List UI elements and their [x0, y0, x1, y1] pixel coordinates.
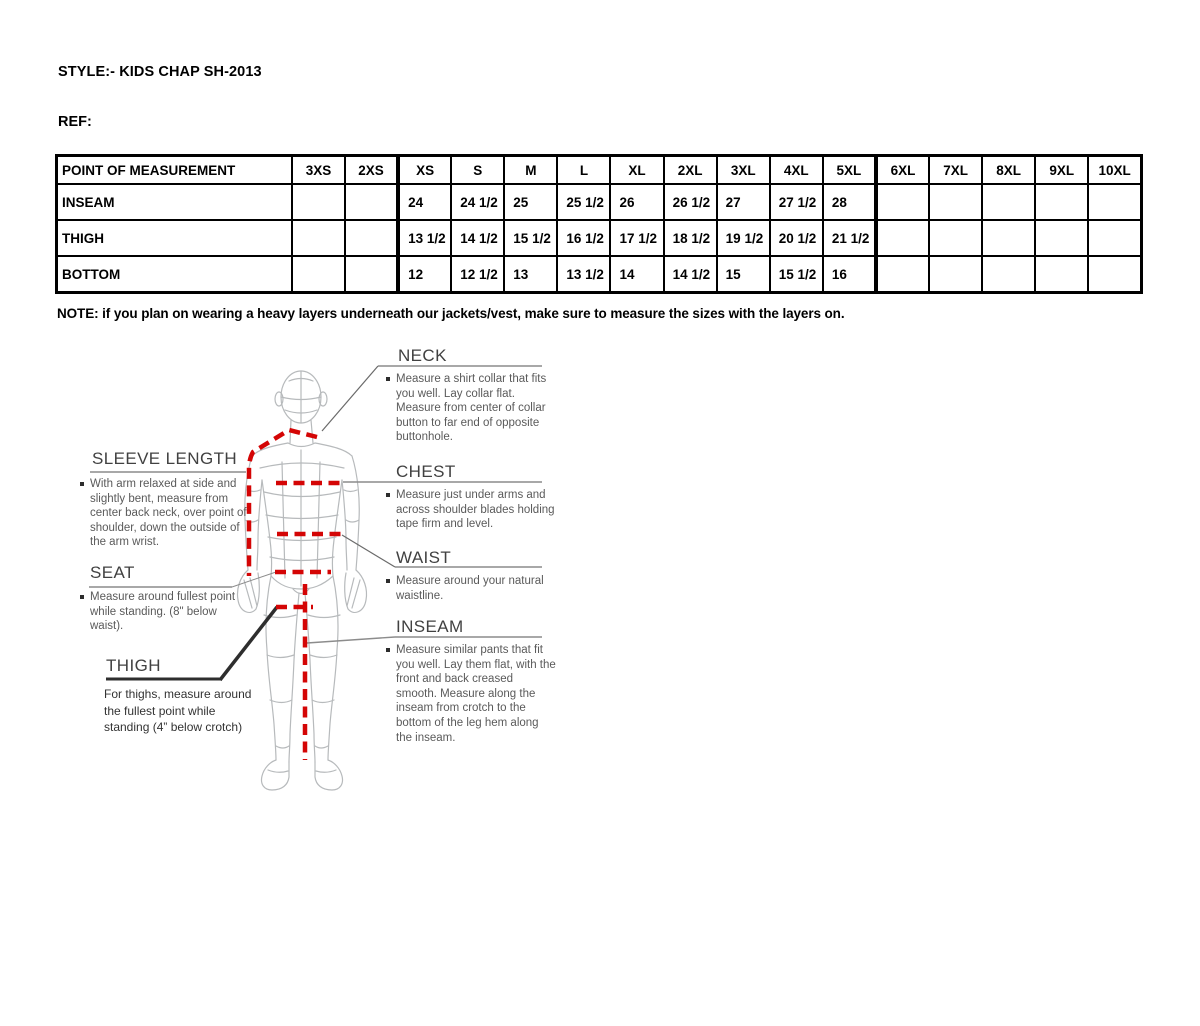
neck-description: Measure a shirt collar that fits you well. Lay collar flat. Measure from center of collar button to far end of opposite buttonhole. [396, 373, 547, 444]
table-cell [345, 256, 398, 293]
neck-description-block [386, 372, 550, 445]
table-cell: 13 [504, 256, 557, 293]
table-cell: 16 [823, 256, 876, 293]
table-cell [292, 256, 345, 293]
table-cell [1088, 256, 1141, 293]
table-cell: 15 [717, 256, 770, 293]
table-cell: 13 1/2 [398, 220, 451, 256]
bullet-icon [386, 493, 390, 497]
sleeve-heading: SLEEVE LENGTH [92, 449, 238, 468]
column-header-size: XL [610, 156, 663, 185]
table-cell: 15 1/2 [770, 256, 823, 293]
table-cell: 27 1/2 [770, 184, 823, 220]
inseam-description-block [386, 643, 556, 745]
table-cell: 14 1/2 [451, 220, 504, 256]
seat-leader [232, 572, 276, 587]
measurement-dash-lines [249, 430, 343, 760]
inseam-section [396, 617, 464, 637]
column-header-size: 2XS [345, 156, 398, 185]
table-cell [982, 220, 1035, 256]
table-header-row [57, 156, 1142, 185]
table-cell: 28 [823, 184, 876, 220]
row-label: BOTTOM [57, 256, 292, 293]
inseam-heading: INSEAM [396, 617, 464, 636]
column-header-point-of-measurement: POINT OF MEASUREMENT [57, 156, 292, 185]
table-cell: 25 1/2 [557, 184, 610, 220]
thigh-description-block [104, 686, 256, 736]
column-header-size: 3XL [717, 156, 770, 185]
size-table [55, 154, 1143, 294]
chest-heading: CHEST [396, 462, 456, 481]
chest-section [396, 462, 456, 482]
table-cell [929, 184, 982, 220]
column-header-size: M [504, 156, 557, 185]
table-cell [982, 256, 1035, 293]
column-header-size: 10XL [1088, 156, 1141, 185]
sleeve-section [92, 449, 237, 469]
thigh-heading: THIGH [106, 656, 161, 675]
table-cell: 17 1/2 [610, 220, 663, 256]
bullet-icon [80, 595, 84, 599]
column-header-size: 3XS [292, 156, 345, 185]
waist-section [396, 548, 451, 568]
column-header-size: 8XL [982, 156, 1035, 185]
neck-section [398, 346, 447, 366]
column-header-size: 6XL [876, 156, 929, 185]
waist-description: Measure around your natural waistline. [396, 575, 544, 602]
table-cell: 24 [398, 184, 451, 220]
table-cell: 24 1/2 [451, 184, 504, 220]
table-cell: 13 1/2 [557, 256, 610, 293]
table-cell [982, 184, 1035, 220]
table-cell [1088, 220, 1141, 256]
seat-description-block [80, 590, 240, 634]
chest-description: Measure just under arms and across shoulder blades holding tape firm and level. [396, 489, 555, 531]
table-cell: 18 1/2 [664, 220, 717, 256]
table-cell: 16 1/2 [557, 220, 610, 256]
table-row [57, 256, 1142, 293]
table-cell: 12 [398, 256, 451, 293]
bullet-icon [386, 579, 390, 583]
table-cell [929, 220, 982, 256]
thigh-description: For thighs, measure around the fullest point while standing (4” below crotch) [104, 687, 252, 734]
column-header-size: 9XL [1035, 156, 1088, 185]
column-header-size: 4XL [770, 156, 823, 185]
table-cell [1088, 184, 1141, 220]
table-row [57, 184, 1142, 220]
table-cell: 26 1/2 [664, 184, 717, 220]
table-cell [292, 220, 345, 256]
bullet-icon [386, 377, 390, 381]
row-label: INSEAM [57, 184, 292, 220]
waist-leader [342, 535, 395, 567]
table-cell [876, 184, 929, 220]
inseam-leader [307, 637, 395, 643]
table-cell: 21 1/2 [823, 220, 876, 256]
body-figure-illustration [237, 371, 366, 790]
table-cell: 27 [717, 184, 770, 220]
column-header-size: 5XL [823, 156, 876, 185]
chest-description-block [386, 488, 558, 532]
table-cell: 14 [610, 256, 663, 293]
note-text: NOTE: if you plan on wearing a heavy layers underneath our jackets/vest, make sure to measure the sizes with the layers on. [57, 306, 845, 321]
neck-heading: NECK [398, 346, 447, 365]
sleeve-neck-dash-line [249, 430, 317, 576]
thigh-section [106, 656, 161, 676]
table-cell: 20 1/2 [770, 220, 823, 256]
table-cell [1035, 256, 1088, 293]
table-cell: 15 1/2 [504, 220, 557, 256]
table-row [57, 220, 1142, 256]
style-title: STYLE:- KIDS CHAP SH-2013 [58, 64, 262, 80]
column-header-size: L [557, 156, 610, 185]
waist-heading: WAIST [396, 548, 452, 567]
bullet-icon [80, 482, 84, 486]
table-cell: 26 [610, 184, 663, 220]
waist-description-block [386, 574, 546, 603]
table-cell [929, 256, 982, 293]
table-cell [876, 256, 929, 293]
inseam-description: Measure similar pants that fit you well. Lay them flat, with the front and back creased smooth. Measure along the inseam from crotch to the bottom of the leg hem along the inseam. [396, 644, 556, 744]
table-cell [345, 220, 398, 256]
table-cell: 12 1/2 [451, 256, 504, 293]
sleeve-description-block [80, 477, 252, 550]
table-cell [1035, 220, 1088, 256]
sleeve-description: With arm relaxed at side and slightly bent, measure from center back neck, over point of shoulder, down the outside of the arm wrist. [90, 478, 247, 549]
table-cell: 19 1/2 [717, 220, 770, 256]
row-label: THIGH [57, 220, 292, 256]
table-cell [292, 184, 345, 220]
table-cell [345, 184, 398, 220]
column-header-size: 7XL [929, 156, 982, 185]
seat-heading: SEAT [90, 563, 135, 582]
table-cell [876, 220, 929, 256]
table-cell: 25 [504, 184, 557, 220]
column-header-size: 2XL [664, 156, 717, 185]
bullet-icon [386, 648, 390, 652]
table-cell [1035, 184, 1088, 220]
table-cell: 14 1/2 [664, 256, 717, 293]
seat-description: Measure around fullest point while standing. (8" below waist). [90, 591, 236, 633]
neck-leader [322, 366, 378, 431]
column-header-size: S [451, 156, 504, 185]
ref-label: REF: [58, 114, 92, 130]
seat-section [90, 563, 135, 583]
column-header-size: XS [398, 156, 451, 185]
